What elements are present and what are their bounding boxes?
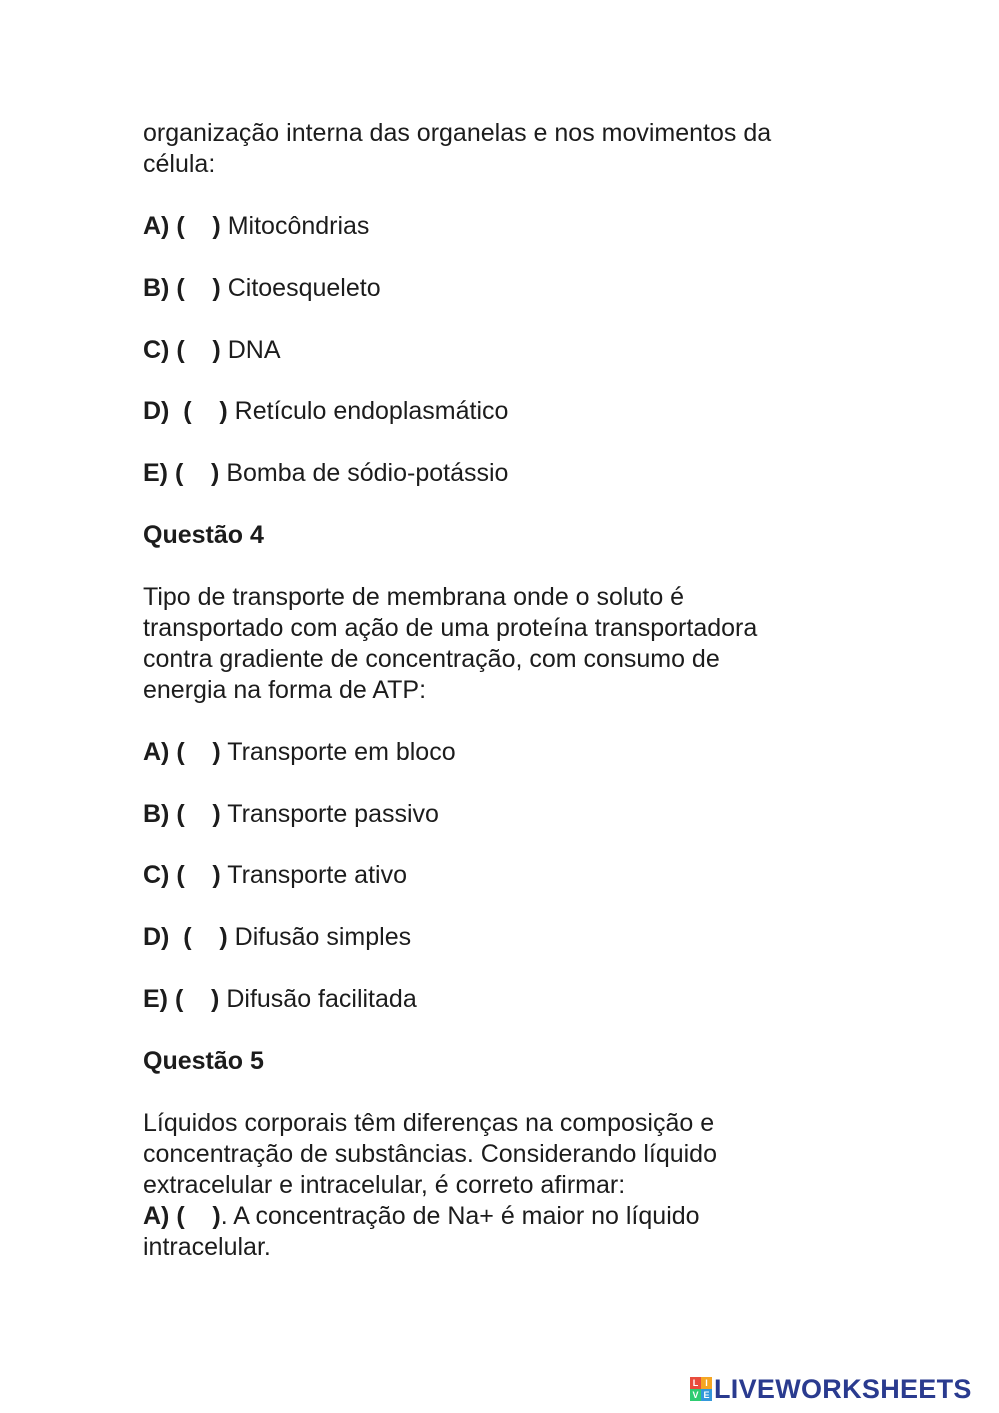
option-text: Difusão simples xyxy=(227,923,412,951)
option-text: Transporte ativo xyxy=(220,861,407,889)
question-4-stem-line-4: energia na forma de ATP: xyxy=(143,676,427,704)
option-text: DNA xyxy=(220,336,281,364)
option-text: Citoesqueleto xyxy=(220,274,381,302)
mark-letter: L xyxy=(690,1377,701,1389)
option-text: Transporte em bloco xyxy=(220,738,456,766)
question-5-stem-line-1: Líquidos corporais têm diferenças na composição e xyxy=(143,1109,715,1137)
option-label: A) ( ) xyxy=(143,738,221,766)
option-text: Difusão facilitada xyxy=(219,985,417,1013)
q3-option-e[interactable] xyxy=(143,458,863,489)
question-3-stem-line-1: organização interna das organelas e nos movimentos da xyxy=(143,119,772,147)
q4-option-e[interactable] xyxy=(143,984,863,1015)
option-label: A) ( ) xyxy=(143,1202,221,1230)
question-4-stem-line-2: transportado com ação de uma proteína transportadora xyxy=(143,614,758,642)
option-label: D) ( ) xyxy=(143,923,228,951)
option-label: E) ( ) xyxy=(143,459,220,487)
liveworksheets-brand-text: LIVEWORKSHEETS xyxy=(714,1374,972,1404)
question-5-stem-line-2: concentração de substâncias. Considerando líquido xyxy=(143,1140,717,1168)
question-5-stem-line-3: extracelular e intracelular, é correto afirmar: xyxy=(143,1171,626,1199)
option-label: D) ( ) xyxy=(143,397,228,425)
option-text: Bomba de sódio-potássio xyxy=(219,459,509,487)
option-text: Mitocôndrias xyxy=(220,212,370,240)
question-3-stem-line-2: célula: xyxy=(143,150,216,178)
question-5-title: Questão 5 xyxy=(143,1047,264,1075)
option-label: B) ( ) xyxy=(143,274,221,302)
q4-option-b[interactable] xyxy=(143,799,863,830)
q5-option-a[interactable] xyxy=(143,1201,863,1232)
q4-option-c[interactable] xyxy=(143,860,863,891)
mark-letter: E xyxy=(701,1389,712,1401)
option-label: C) ( ) xyxy=(143,336,221,364)
mark-letter: V xyxy=(690,1389,701,1401)
q3-option-b[interactable] xyxy=(143,273,863,304)
option-text: Transporte passivo xyxy=(220,800,439,828)
option-label: B) ( ) xyxy=(143,800,221,828)
option-label: A) ( ) xyxy=(143,212,221,240)
option-label: C) ( ) xyxy=(143,861,221,889)
q3-option-c[interactable] xyxy=(143,335,863,366)
q3-option-d[interactable] xyxy=(143,396,863,427)
option-label: E) ( ) xyxy=(143,985,220,1013)
option-text: Retículo endoplasmático xyxy=(227,397,509,425)
q4-option-d[interactable] xyxy=(143,922,863,953)
question-4-stem-line-1: Tipo de transporte de membrana onde o soluto é xyxy=(143,583,685,611)
q5-option-a-continuation: intracelular. xyxy=(143,1233,271,1261)
q3-option-a[interactable] xyxy=(143,211,863,242)
q4-option-a[interactable] xyxy=(143,737,863,768)
question-4-title: Questão 4 xyxy=(143,521,264,549)
question-4-stem-line-3: contra gradiente de concentração, com consumo de xyxy=(143,645,720,673)
mark-letter: I xyxy=(701,1377,712,1389)
liveworksheets-mark-icon xyxy=(690,1377,712,1401)
option-text: . A concentração de Na+ é maior no líquido xyxy=(220,1202,700,1230)
liveworksheets-logo xyxy=(690,1374,972,1404)
